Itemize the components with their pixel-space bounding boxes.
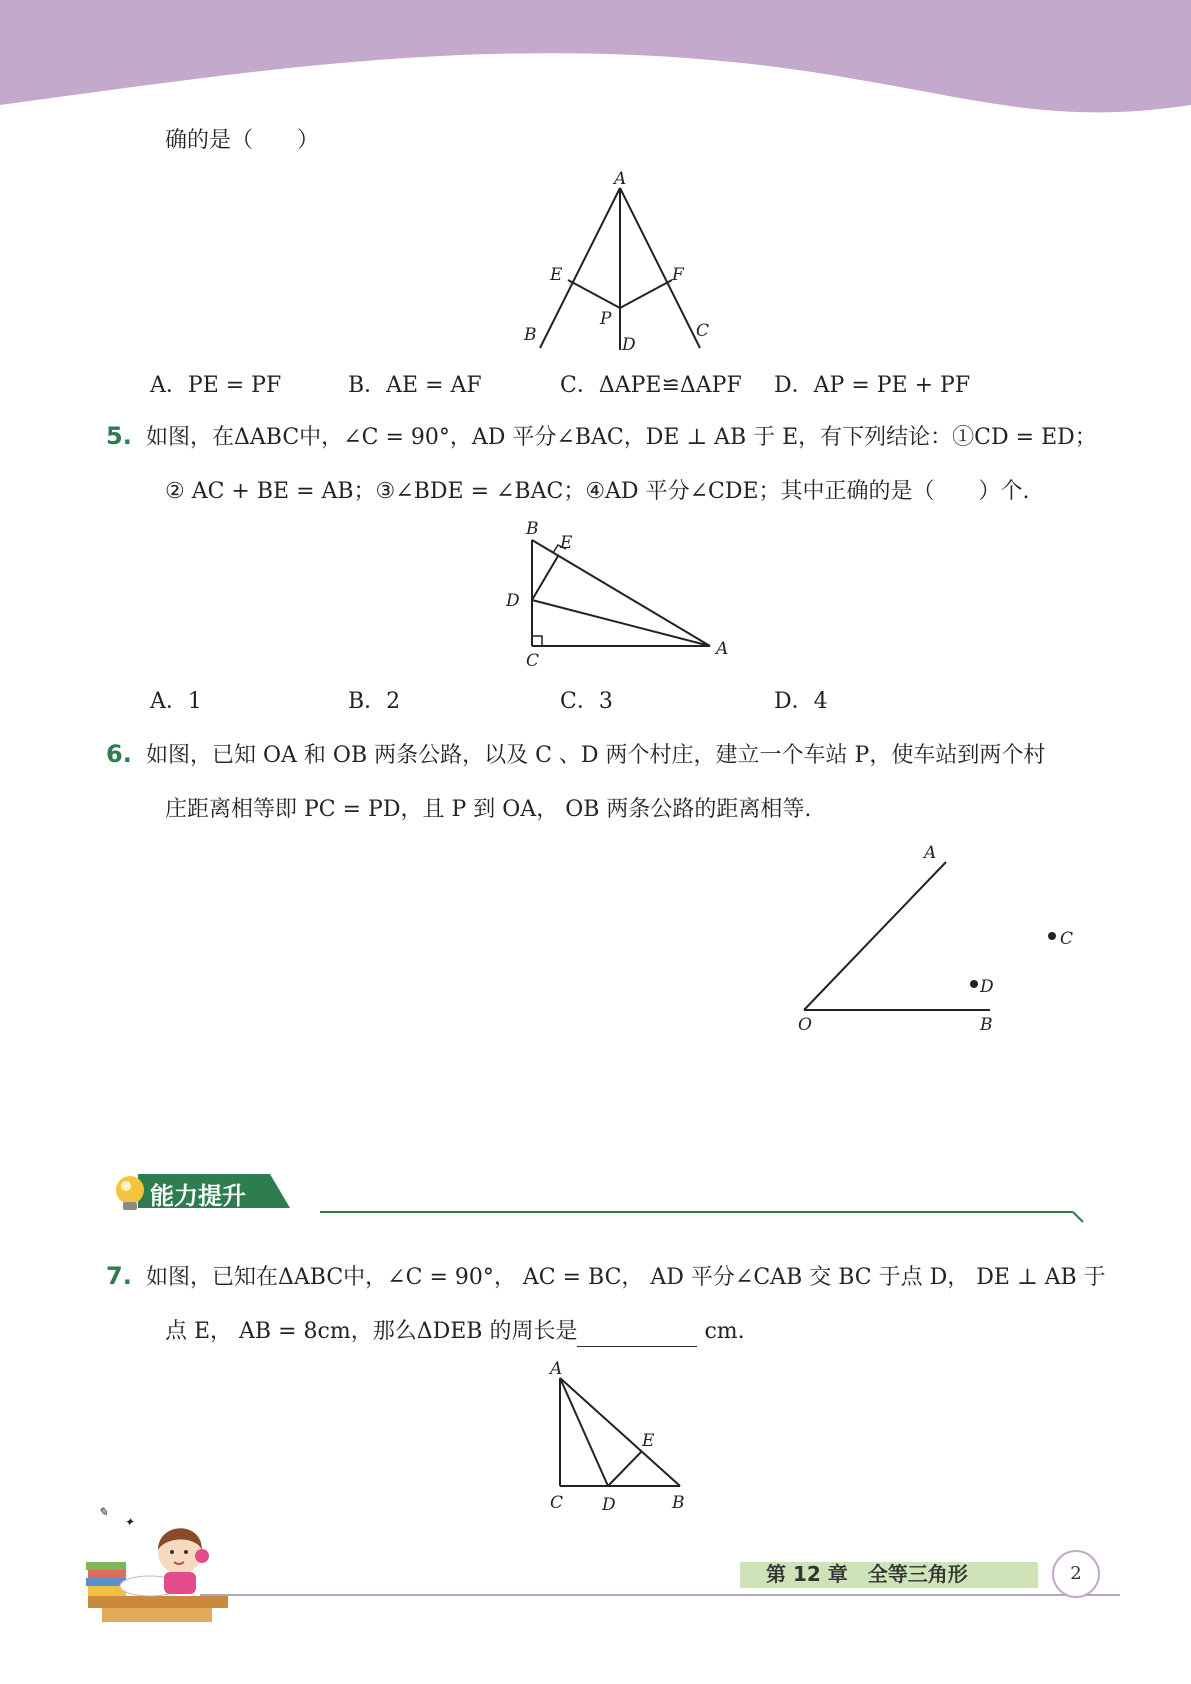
- q6-label-b: B: [980, 1015, 993, 1035]
- q7-number: 7.: [106, 1262, 132, 1290]
- q6-line1: 如图，已知 OA 和 OB 两条公路，以及 C 、D 两个村庄，建立一个车站 P，使车站到两个村: [146, 743, 1046, 768]
- q7-label-b: B: [672, 1493, 685, 1513]
- q5-line2: ② AC + BE = AB；③∠BDE = ∠BAC；④AD 平分∠CDE；其中正确的是（ ）个.: [165, 479, 1030, 504]
- q5-label-b: B: [526, 520, 539, 539]
- q4-stem-tail: 确的是（ ）: [165, 128, 320, 153]
- q6-figure: [790, 840, 1080, 1040]
- q7-label-e: E: [642, 1431, 655, 1451]
- q4-label-p: P: [600, 309, 612, 329]
- q5-line1: 如图，在ΔABC中，∠C = 90°，AD 平分∠BAC，DE ⊥ AB 于 E，有下列结论：①CD = ED；: [146, 425, 1097, 450]
- q4-figure: [520, 168, 720, 358]
- q7-label-a: A: [550, 1359, 563, 1379]
- svg-text:✦: ✦: [124, 1515, 135, 1529]
- q6-label-o: O: [798, 1015, 812, 1035]
- section-banner: [108, 1168, 1088, 1226]
- q6-label-a: A: [924, 843, 937, 863]
- q4-label-f: F: [672, 265, 684, 285]
- q5-option-c: C．3: [560, 689, 613, 714]
- q4-label-d: D: [622, 335, 636, 355]
- page-number: 2: [1052, 1550, 1100, 1598]
- q4-option-d: D．AP = PE + PF: [774, 373, 971, 398]
- q7-answer-blank: [577, 1324, 697, 1347]
- q6-number: 6.: [106, 740, 132, 768]
- q7-figure: [536, 1356, 706, 1516]
- q5-option-b: B．2: [348, 689, 401, 714]
- footer-chapter: 第 12 章 全等三角形: [766, 1562, 968, 1586]
- footer-line: [200, 1594, 1120, 1596]
- q4-label-e: E: [550, 265, 563, 285]
- svg-text:✎: ✎: [98, 1505, 109, 1519]
- q7-line1: 如图，已知在ΔABC中，∠C = 90°， AC = BC， AD 平分∠CAB 交 BC 于点 D， DE ⊥ AB 于: [146, 1265, 1106, 1290]
- q6-line2: 庄距离相等即 PC = PD，且 P 到 OA， OB 两条公路的距离相等.: [165, 797, 812, 822]
- q4-option-b: B．AE = AF: [348, 373, 482, 398]
- q7-line2-post: cm.: [704, 1319, 745, 1344]
- q4-option-a: A．PE = PF: [150, 373, 282, 398]
- q5-option-a: A．1: [150, 689, 202, 714]
- q5-option-d: D．4: [774, 689, 828, 714]
- q5-label-e: E: [560, 533, 573, 553]
- q5-label-a: A: [716, 639, 729, 659]
- girl-reading-illustration: [80, 1500, 240, 1630]
- q4-label-a: A: [614, 169, 627, 189]
- q7-label-d: D: [602, 1495, 616, 1515]
- q7-line2: [165, 1317, 745, 1347]
- q6-point-d: [970, 980, 978, 988]
- q5-label-c: C: [526, 651, 540, 670]
- q6-label-c: C: [1060, 929, 1074, 949]
- q7-line2-pre: 点 E， AB = 8cm，那么ΔDEB 的周长是: [165, 1319, 578, 1344]
- section-title: 能力提升: [150, 1182, 246, 1210]
- q6-label-d: D: [980, 977, 994, 997]
- q4-option-c: C．ΔAPE≌ΔAPF: [560, 373, 742, 398]
- header-wave: [0, 0, 1191, 130]
- q5-label-d: D: [506, 591, 520, 611]
- q5-number: 5.: [106, 422, 132, 450]
- q7-label-c: C: [550, 1493, 564, 1513]
- q6-point-c: [1048, 932, 1056, 940]
- q5-figure: [500, 520, 740, 670]
- q4-label-c: C: [696, 321, 710, 341]
- q4-label-b: B: [524, 325, 537, 345]
